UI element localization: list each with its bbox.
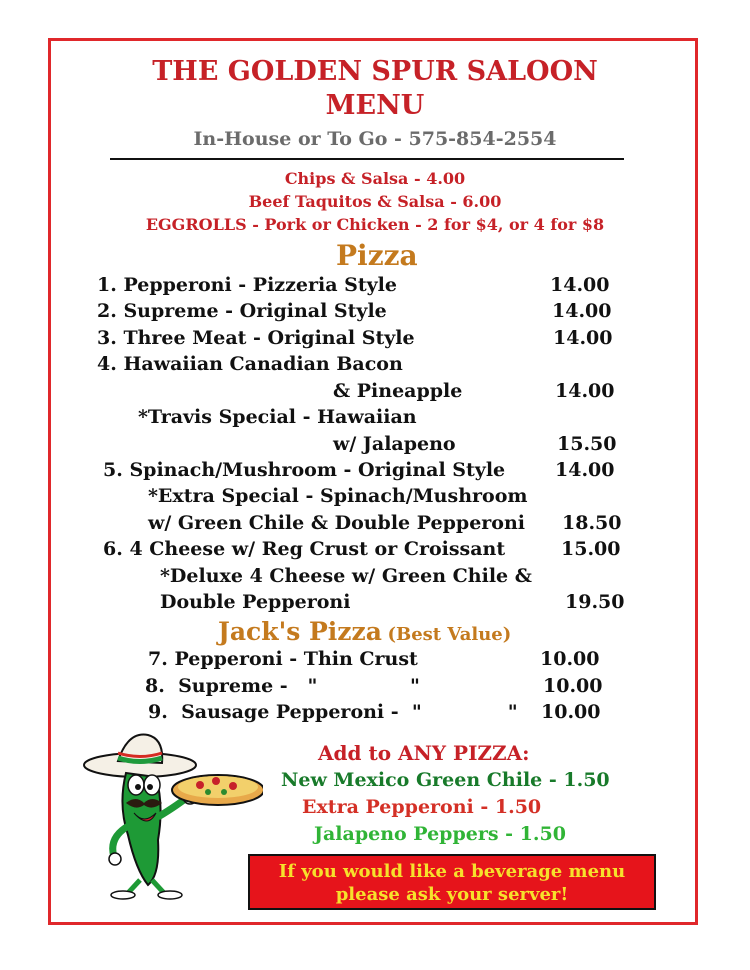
beverage-line-1: If you would like a beverage menu <box>278 861 626 882</box>
header-divider <box>110 158 624 160</box>
beverage-line-2: please ask your server! <box>335 884 569 905</box>
jacks-heading-row <box>218 617 511 646</box>
pizza-item: 1. Pepperoni - Pizzeria Style <box>97 274 397 296</box>
jacks-item: 8. Supreme - " " <box>145 675 420 697</box>
jacks-note: (Best Value) <box>387 624 512 645</box>
addons-heading: Add to ANY PIZZA: <box>318 741 530 765</box>
pizza-item: 3. Three Meat - Original Style <box>97 327 415 349</box>
chile-chef-mascot-icon <box>78 725 263 900</box>
pizza-special-continued: Double Pepperoni <box>160 591 351 613</box>
pizza-price: 14.00 <box>555 380 615 402</box>
pizza-heading: Pizza <box>336 239 418 272</box>
pizza-special: *Travis Special - Hawaiian <box>138 406 417 428</box>
menu-title-line2: MENU <box>325 90 425 121</box>
jacks-item: 9. Sausage Pepperoni - " " <box>148 701 518 723</box>
pizza-special: *Deluxe 4 Cheese w/ Green Chile & <box>160 565 532 587</box>
pizza-special: *Extra Special - Spinach/Mushroom <box>148 485 528 507</box>
menu-title: THE GOLDEN SPUR SALOON <box>152 56 598 87</box>
jacks-item: 7. Pepperoni - Thin Crust <box>148 648 418 670</box>
pizza-item-continued: & Pineapple <box>333 380 463 402</box>
jacks-heading: Jack's Pizza <box>218 617 382 646</box>
pizza-price: 19.50 <box>565 591 625 613</box>
pizza-item: 5. Spinach/Mushroom - Original Style <box>103 459 506 481</box>
appetizer-taquitos: Beef Taquitos & Salsa - 6.00 <box>248 192 502 211</box>
pizza-price: 18.50 <box>562 512 622 534</box>
pizza-price: 14.00 <box>553 327 613 349</box>
pizza-price: 14.00 <box>555 459 615 481</box>
pizza-price: 15.50 <box>557 433 617 455</box>
beverage-banner <box>248 854 656 910</box>
addon-green-chile: New Mexico Green Chile - 1.50 <box>281 769 610 791</box>
pizza-price: 15.00 <box>561 538 621 560</box>
addon-extra-pepperoni: Extra Pepperoni - 1.50 <box>302 796 542 818</box>
jacks-price: 10.00 <box>543 675 603 697</box>
pizza-item-continued: w/ Jalapeno <box>333 433 456 455</box>
jacks-price: 10.00 <box>540 648 600 670</box>
jacks-price: 10.00 <box>541 701 601 723</box>
addon-jalapeno: Jalapeno Peppers - 1.50 <box>314 823 566 845</box>
pizza-item: 6. 4 Cheese w/ Reg Crust or Croissant <box>103 538 506 560</box>
pizza-item: 4. Hawaiian Canadian Bacon <box>97 353 403 375</box>
pizza-special-continued: w/ Green Chile & Double Pepperoni <box>148 512 526 534</box>
pizza-price: 14.00 <box>552 300 612 322</box>
contact-subtitle: In-House or To Go - 575-854-2554 <box>193 128 557 150</box>
appetizer-chips: Chips & Salsa - 4.00 <box>284 169 466 188</box>
pizza-item: 2. Supreme - Original Style <box>97 300 387 322</box>
appetizer-eggrolls: EGGROLLS - Pork or Chicken - 2 for $4, or 4 for $8 <box>145 215 605 234</box>
pizza-price: 14.00 <box>550 274 610 296</box>
